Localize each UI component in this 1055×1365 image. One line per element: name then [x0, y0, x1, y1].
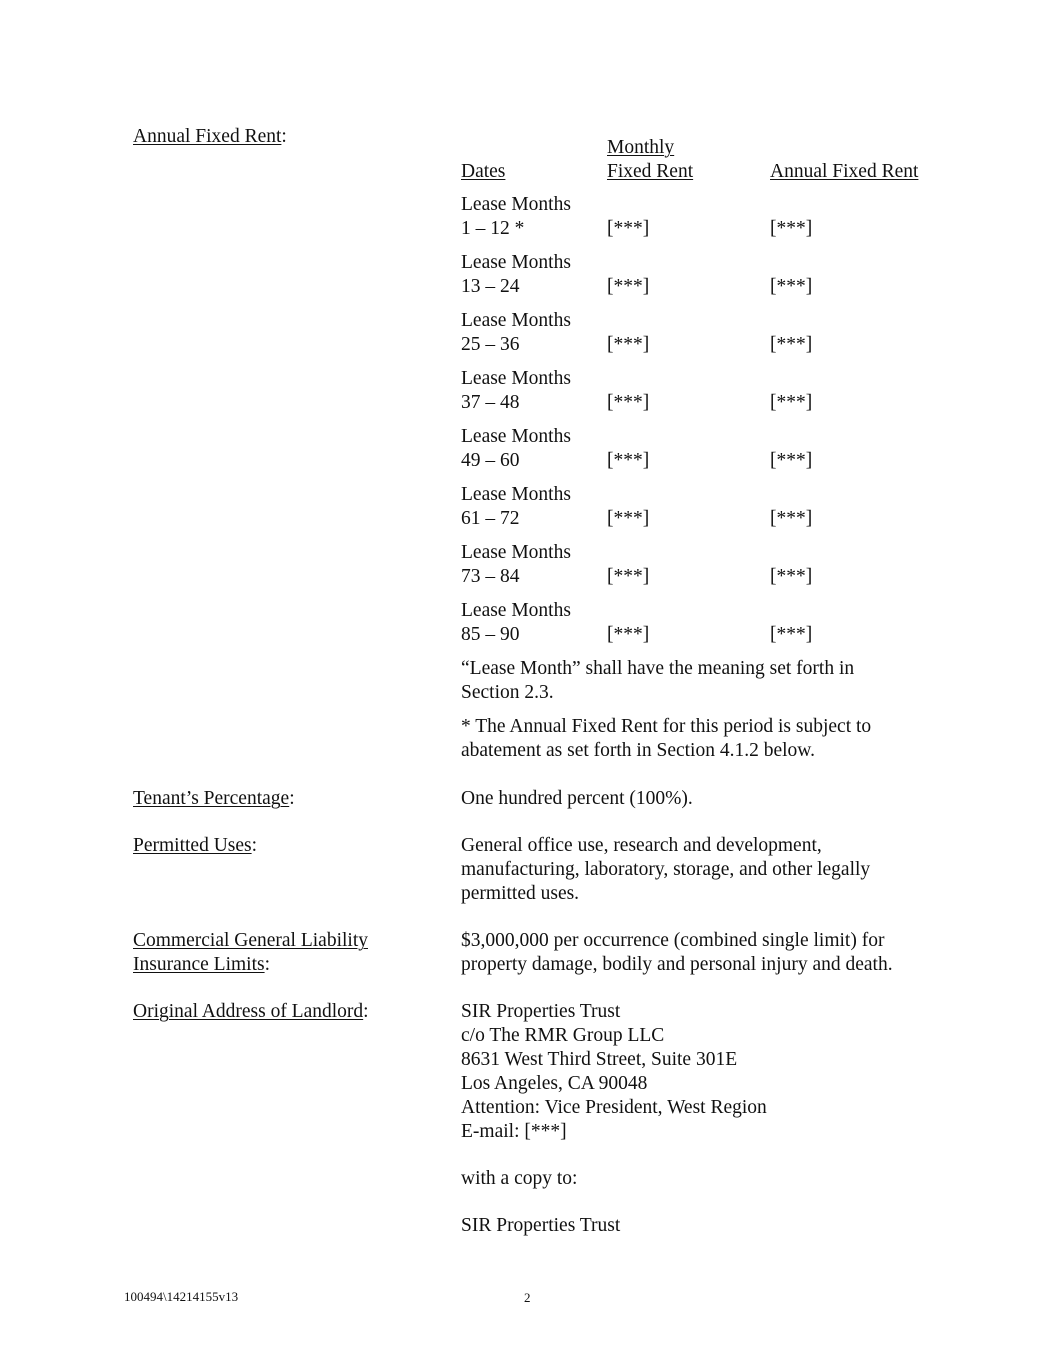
- row-dates-line2: 37 – 48: [461, 392, 520, 413]
- row-annual: [***]: [770, 218, 813, 239]
- landlord-address-label: [133, 1000, 369, 1024]
- copy-address-line1: SIR Properties Trust: [461, 1215, 621, 1236]
- cgl-limits-value: [461, 929, 893, 977]
- lease-month-note-line1: “Lease Month” shall have the meaning set forth in: [461, 658, 855, 679]
- row-dates-line2: 61 – 72: [461, 508, 520, 529]
- address-line: E-mail: [***]: [461, 1121, 567, 1142]
- permitted-uses-label: [133, 834, 257, 858]
- abatement-note-line2: abatement as set forth in Section 4.1.2 below.: [461, 740, 815, 761]
- row-dates-line1: Lease Months: [461, 426, 571, 447]
- row-monthly: [***]: [607, 334, 650, 355]
- label-colon: :: [281, 126, 287, 147]
- row-dates-line1: Lease Months: [461, 542, 571, 563]
- row-monthly: [***]: [607, 624, 650, 645]
- row-monthly: [***]: [607, 392, 650, 413]
- cgl-label-line1: Commercial General Liability: [133, 930, 368, 951]
- address-line: Attention: Vice President, West Region: [461, 1097, 767, 1118]
- row-dates-line2: 49 – 60: [461, 450, 520, 471]
- row-dates-line1: Lease Months: [461, 600, 571, 621]
- row-dates-line2: 85 – 90: [461, 624, 520, 645]
- cgl-limits-label: [133, 929, 368, 977]
- header-monthly-line2: Fixed Rent: [607, 161, 694, 182]
- tenants-percentage-label: [133, 787, 295, 811]
- label-colon: :: [289, 788, 295, 809]
- row-dates-line2: 73 – 84: [461, 566, 520, 587]
- annual-fixed-rent-label-text: Annual Fixed Rent: [133, 126, 282, 147]
- row-annual: [***]: [770, 392, 813, 413]
- landlord-address-value: [461, 1000, 767, 1144]
- label-colon: :: [251, 835, 258, 856]
- header-monthly-line1: Monthly: [607, 137, 675, 158]
- permitted-uses-line3: permitted uses.: [461, 883, 580, 904]
- row-monthly: [***]: [607, 218, 650, 239]
- footer-doc-id: 100494\14214155v13: [124, 1289, 239, 1304]
- header-dates: Dates: [461, 161, 506, 182]
- row-dates-line1: Lease Months: [461, 310, 571, 331]
- row-dates-line2: 13 – 24: [461, 276, 520, 297]
- permitted-uses-value: [461, 834, 870, 906]
- abatement-note: [461, 715, 871, 763]
- permitted-uses-line2: manufacturing, laboratory, storage, and other legally: [461, 859, 871, 880]
- permitted-uses-line1: General office use, research and development,: [461, 835, 822, 856]
- copy-intro: with a copy to:: [461, 1168, 578, 1189]
- row-annual: [***]: [770, 276, 813, 297]
- row-dates-line2: 1 – 12 *: [461, 218, 525, 239]
- header-annual: Annual Fixed Rent: [770, 161, 919, 182]
- row-monthly: [***]: [607, 566, 650, 587]
- tenants-percentage-value: One hundred percent (100%).: [461, 788, 693, 809]
- row-annual: [***]: [770, 566, 813, 587]
- row-annual: [***]: [770, 508, 813, 529]
- row-annual: [***]: [770, 624, 813, 645]
- cgl-value-line1: $3,000,000 per occurrence (combined single limit) for: [461, 930, 885, 951]
- lease-month-note: [461, 657, 854, 705]
- annual-fixed-rent-label: [133, 125, 287, 149]
- landlord-address-label-text: Original Address of Landlord: [133, 1001, 364, 1022]
- row-monthly: [***]: [607, 450, 650, 471]
- cgl-label-line2: Insurance Limits: [133, 954, 265, 975]
- row-dates-line1: Lease Months: [461, 194, 571, 215]
- address-line: c/o The RMR Group LLC: [461, 1025, 665, 1046]
- lease-month-note-line2: Section 2.3.: [461, 682, 554, 703]
- tenants-percentage-label-text: Tenant’s Percentage: [133, 788, 290, 809]
- row-annual: [***]: [770, 334, 813, 355]
- label-colon: :: [264, 954, 271, 975]
- abatement-note-line1: * The Annual Fixed Rent for this period is subject to: [461, 716, 872, 737]
- row-monthly: [***]: [607, 276, 650, 297]
- address-line: SIR Properties Trust: [461, 1001, 621, 1022]
- address-line: 8631 West Third Street, Suite 301E: [461, 1049, 738, 1070]
- row-dates-line2: 25 – 36: [461, 334, 520, 355]
- row-dates-line1: Lease Months: [461, 368, 571, 389]
- permitted-uses-label-text: Permitted Uses: [133, 835, 252, 856]
- row-dates-line1: Lease Months: [461, 252, 571, 273]
- row-annual: [***]: [770, 450, 813, 471]
- row-monthly: [***]: [607, 508, 650, 529]
- label-colon: :: [363, 1001, 369, 1022]
- footer-page-number: 2: [524, 1290, 531, 1305]
- row-dates-line1: Lease Months: [461, 484, 571, 505]
- address-line: Los Angeles, CA 90048: [461, 1073, 648, 1094]
- cgl-value-line2: property damage, bodily and personal injury and death.: [461, 954, 893, 975]
